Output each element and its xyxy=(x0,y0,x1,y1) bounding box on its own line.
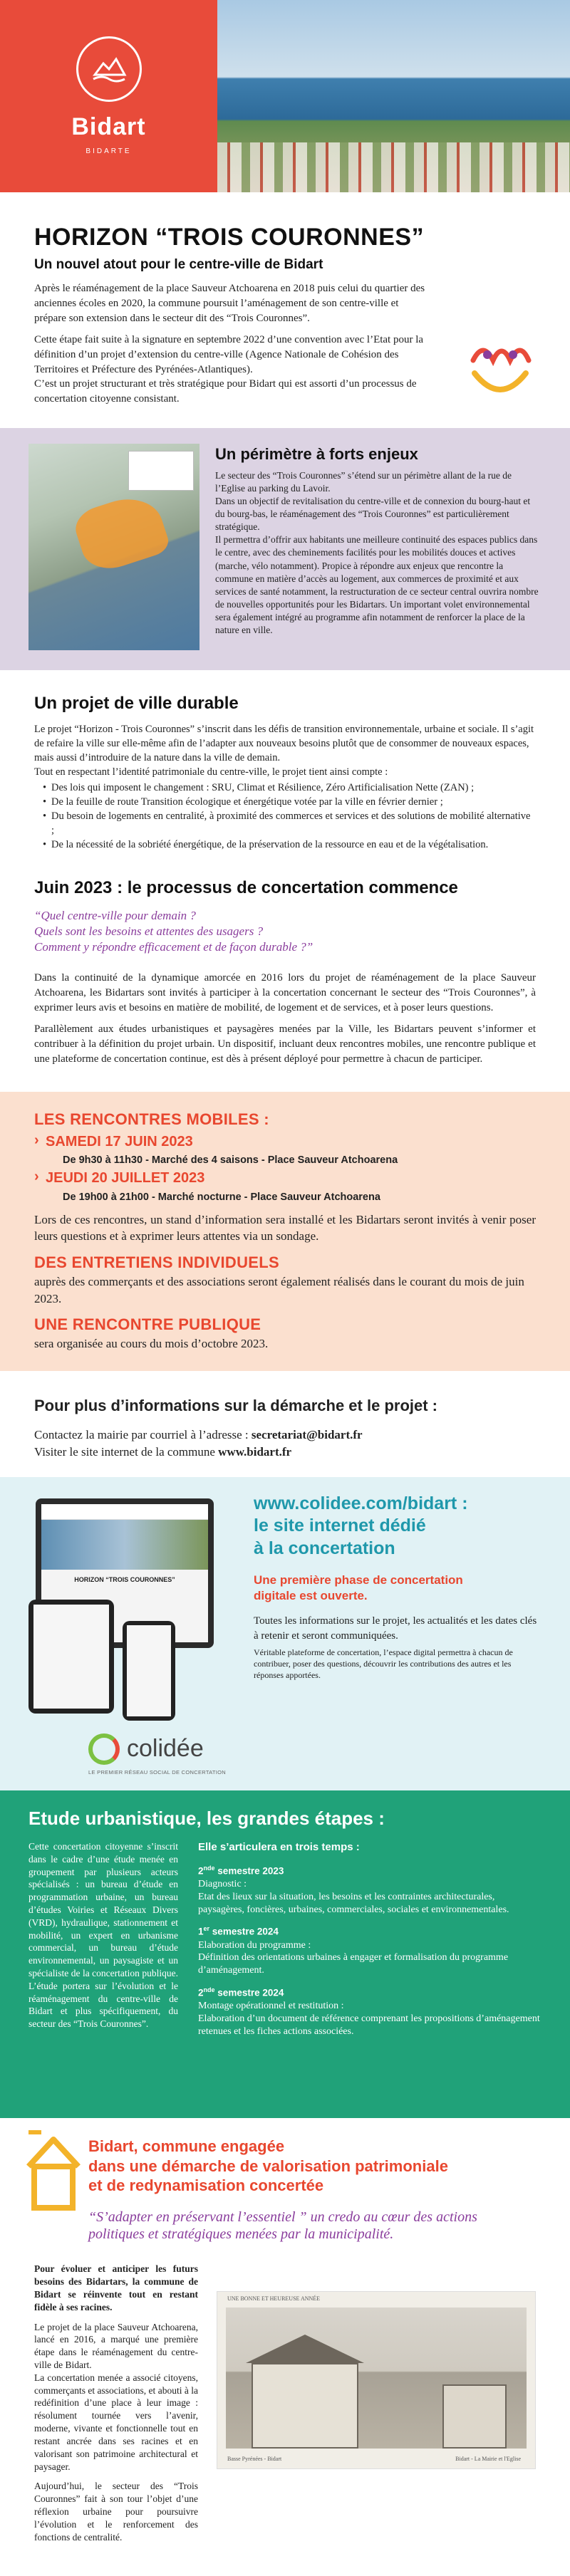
colidee-url[interactable]: www.colidee.com/bidart : xyxy=(254,1493,468,1514)
concertation-title: Juin 2023 : le processus de concertation commence xyxy=(34,877,458,897)
heritage-section xyxy=(0,2118,570,2543)
postcard-caption-top: UNE BONNE ET HEUREUSE ANNÉE xyxy=(227,2295,321,2303)
colidee-sub-1: Une première phase de concertation xyxy=(254,1573,463,1587)
question-line: Comment y répondre efficacement et de façon durable ?” xyxy=(34,940,314,954)
perimetre-section xyxy=(0,428,570,670)
publique-title: UNE RENCONTRE PUBLIQUE xyxy=(34,1315,261,1333)
list-item: • Du besoin de logements en centralité, à proximité des commerces et services et des solutions de mobilité alternative ; xyxy=(34,809,536,838)
step-2-period: 1er semestre 2024 xyxy=(198,1925,279,1937)
date-2: › JEUDI 20 JUILLET 2023 xyxy=(34,1169,536,1189)
postcard-church xyxy=(442,2384,507,2449)
heritage-paragraph: Aujourd’hui, le secteur des “Trois Couronnes” fait à son tour l’objet d’une réflexion urbaine pour poursuivre l’évolution et le renforcement des fonctions de centralité. xyxy=(34,2481,198,2543)
perimetre-paragraph: Dans un objectif de revitalisation du centre-ville et de connexion du bourg-haut et du bourg-bas, le réaménagement des “Trois Couronnes” est particulièrement stratégique. xyxy=(215,496,531,533)
heritage-quote: “S’adapter en préservant l’essentiel ” un credo au cœur des actions politiques et stratégiques menées par la municipalité. xyxy=(88,2209,477,2242)
intro-paragraph: Cette étape fait suite à la signature en septembre 2022 d’une convention avec l’Etat pour la définition d’un projet d’extension du centre-ville (Agence Nationale de Cohésion des Territoires et Préfecture des Pyrénées-Atlantiques). xyxy=(34,334,424,375)
contact-website-prefix: Visiter le site internet de la commune xyxy=(34,1444,219,1459)
heritage-body xyxy=(34,2263,536,2543)
colidee-tagline: LE PREMIER RÉSEAU SOCIAL DE CONCERTATION xyxy=(88,1769,227,1776)
perimetre-text xyxy=(215,444,542,655)
colidee-text xyxy=(254,1493,542,1775)
durable-title: Un projet de ville durable xyxy=(34,693,239,713)
entretiens-title: DES ENTRETIENS INDIVIDUELS xyxy=(34,1253,279,1271)
entretiens-text: auprès des commerçants et des associations seront également réalisés dans le courant du mois de juin 2023. xyxy=(34,1275,524,1305)
screen-title: HORIZON “TROIS COURONNES” xyxy=(74,1576,175,1584)
heritage-paragraph: La concertation menée a associé citoyens, commerçants et associations, et abouti à la redéfinition d’une place à leur image : résolument tournée vers l’avenir, moderne, vivante et fonctionnelle tout en restant ancrée dans ses racines et en valorisant son patrimoine architectural et paysager. xyxy=(34,2372,198,2472)
colidee-title-3: à la concertation xyxy=(254,1538,395,1558)
postcard-caption-left: Basse Pyrénées - Bidart xyxy=(227,2456,282,2463)
colidee-title-2: le site internet dédié xyxy=(254,1516,426,1536)
colidee-ring-icon xyxy=(88,1733,120,1765)
date-2-detail: De 19h00 à 21h00 - Marché nocturne - Place Sauveur Atchoarena xyxy=(63,1191,380,1203)
header-coast-photo xyxy=(217,0,570,192)
colidee-section xyxy=(0,1477,570,1790)
historic-postcard xyxy=(217,2291,536,2469)
heritage-paragraph: Le projet de la place Sauveur Atchoarena, lancé en 2016, a marqué une première étape dans le réaménagement du centre-ville de Bidart. xyxy=(34,2321,198,2371)
perimetre-paragraph: Il permettra d’offrir aux habitants une meilleure continuité des espaces publics dans le centre, avec des cheminements facilités pour les mobilités douces et actives (marche, vélo notamment). Propice à répondre aux enjeux que rencontre la commune en matière d’accès au logement, aux commerces de proximité et aux services de santé notamment, la restructuration de ce secteur central ouvrira nombre de nouvelles opportunités pour les Bidartars. Un important volet environnemental sera également intégré au programme afin notamment de renforcer la place de la nature en ville. xyxy=(215,534,539,635)
step-3-text: Elaboration d’un document de référence comprenant les propositions d’aménagement retenues et les fiches actions associées. xyxy=(198,2013,540,2038)
step-3-period: 2nde semestre 2024 xyxy=(198,1986,284,1998)
etude-title: Etude urbanistique, les grandes étapes : xyxy=(28,1808,385,1830)
list-item: • De la nécessité de la sobriété énergétique, de la préservation de la ressource en eau et de la végétalisation. xyxy=(34,838,536,852)
contact-email-link[interactable]: secretariat@bidart.fr xyxy=(251,1428,363,1442)
concertation-paragraph: Parallèlement aux études urbanistiques et paysagères menées par la Ville, les Bidartars peuvent s’informer et contribuer à la définition du projet urbain. Un dispositif, incluant deux rencontres mobiles, une rencontre publique et une plateforme de concertation continue, est dès à présent déployé pour permettre à chacun de participer. xyxy=(34,1023,536,1065)
contact-website-link[interactable]: www.bidart.fr xyxy=(218,1444,292,1459)
device-mockups xyxy=(28,1493,235,1775)
heritage-heading xyxy=(88,2137,536,2243)
list-item: • Des lois qui imposent le changement : SRU, Climat et Résilience, Zéro Artificialisation Nette (ZAN) ; xyxy=(34,781,536,795)
heritage-title-3: et de redynamisation concertée xyxy=(88,2176,324,2195)
logo-wordmark: Bidart xyxy=(71,113,146,140)
contact-website-line xyxy=(34,1444,536,1460)
etude-columns xyxy=(28,1840,542,2038)
rencontres-section xyxy=(0,1092,570,1371)
perimeter-map xyxy=(28,444,200,650)
page-title: HORIZON “TROIS COURONNES” xyxy=(34,224,425,251)
town-seal-icon xyxy=(76,36,142,102)
logo-panel xyxy=(0,0,217,192)
colidee-sub xyxy=(254,1573,542,1604)
durable-section xyxy=(0,692,570,852)
heritage-text xyxy=(34,2263,198,2543)
phone-mockup xyxy=(123,1621,175,1721)
step-2-text: Définition des orientations urbaines à engager et formalisation du programme d’aménagement. xyxy=(198,1952,509,1976)
publique-text: sera organisée au cours du mois d’octobre 2023. xyxy=(34,1337,269,1351)
contact-email-prefix: Contactez la mairie par courriel à l’adresse : xyxy=(34,1428,252,1442)
perimeter-zone xyxy=(71,489,172,576)
contact-title: Pour plus d’informations sur la démarche et le projet : xyxy=(34,1396,437,1414)
map-legend-card xyxy=(128,451,194,491)
etude-steps xyxy=(198,1840,542,2038)
durable-paragraph: Tout en respectant l’identité patrimoniale du centre-ville, le projet tient ainsi compte : xyxy=(34,766,388,778)
heritage-lead: Pour évoluer et anticiper les futurs besoins des Bidartars, la commune de Bidart se réinvente tout en restant fidèle à ses racines. xyxy=(34,2263,198,2312)
header xyxy=(0,0,570,192)
concertation-section xyxy=(0,876,570,1067)
etude-left: Cette concertation citoyenne s’inscrit dans le cadre d’une étude menée en groupement par plusieurs acteurs spécialisés : un bureau d’étude en programmation urbaine, un bureau d’études Voiries et Réseaux Divers (VRD), hydraulique, stationnement et mobilité, un expert en urbanisme commercial, un bureau d’étude environnemental, un paysagiste et un spécialiste de la concertation publique. L’étude portera sur l’évolution et le réaménagement du centre-ville de Bidart et plus spécifiquement, du secteur des “Trois Couronnes”. xyxy=(28,1840,178,2030)
question-line: “Quel centre-ville pour demain ? xyxy=(34,908,196,922)
page-subtitle: Un nouvel atout pour le centre-ville de Bidart xyxy=(34,256,323,272)
question-line: Quels sont les besoins et attentes des usagers ? xyxy=(34,924,264,938)
date-1-detail: De 9h30 à 11h30 - Marché des 4 saisons - Place Sauveur Atchoarena xyxy=(63,1154,398,1167)
colidee-logo xyxy=(88,1732,204,1766)
postcard-house xyxy=(252,2363,358,2449)
rencontres-paragraph: Lors de ces rencontres, un stand d’information sera installé et les Bidartars seront invités à venir poser leurs questions et à exprimer leurs attentes via un sondage. xyxy=(34,1212,536,1243)
step-3-name: Montage opérationnel et restitution : xyxy=(198,2001,344,2012)
intro-paragraph: Après le réaménagement de la place Sauveur Atchoarena en 2018 puis celui du quartier des anciennes écoles en 2020, la commune poursuit l’aménagement de son centre-ville et prépare son extension dans le secteur dit des “Trois Couronnes”. xyxy=(34,283,425,324)
perimetre-paragraph: Le secteur des “Trois Couronnes” s’étend sur un périmètre allant de la rue de l’Eglise au parking du Lavoir. xyxy=(215,469,512,494)
tablet-mockup xyxy=(28,1600,114,1714)
mascot-icon xyxy=(467,335,533,406)
durable-list xyxy=(34,781,536,852)
heritage-title-1: Bidart, commune engagée xyxy=(88,2137,285,2156)
date-1: › SAMEDI 17 JUIN 2023 xyxy=(34,1132,536,1152)
step-1-text: Etat des lieux sur la situation, les besoins et les contraintes architecturales, paysagères, foncières, urbaines, commerciales, sociales et environnementales. xyxy=(198,1891,509,1915)
step-2-name: Elaboration du programme : xyxy=(198,1939,311,1951)
contact-section xyxy=(0,1395,570,1460)
concertation-questions xyxy=(34,908,536,955)
colidee-note: Véritable plateforme de concertation, l’espace digital permettra à chacun de contribuer, poser des questions, découvrir les contributions des autres et les réponses apportées. xyxy=(254,1647,513,1680)
step-1-period: 2nde semestre 2023 xyxy=(198,1864,284,1877)
logo-tagline: BIDARTE xyxy=(86,147,132,155)
heritage-title-2: dans une démarche de valorisation patrimoniale xyxy=(88,2157,448,2175)
contact-email-line xyxy=(34,1427,536,1443)
header-houses xyxy=(217,142,570,192)
intro-text xyxy=(34,281,433,407)
concertation-paragraph: Dans la continuité de la dynamique amorcée en 2016 lors du projet de réaménagement de la place Sauveur Atchoarena, les Bidartars sont invités à participer à la concertation concernant le secteur des “Trois Couronnes”, à exprimer leurs avis et besoins en matière de mobilité, de logement et de services, et à poser leurs questions. xyxy=(34,972,536,1013)
colidee-paragraph: Toutes les informations sur le projet, les actualités et les dates clés à retenir et seront communiquées. xyxy=(254,1615,537,1642)
list-item: • De la feuille de route Transition écologique et énergétique votée par la ville en février dernier ; xyxy=(34,795,536,809)
postcard-caption-right: Bidart - La Mairie et l'Eglise xyxy=(455,2456,521,2463)
etude-section xyxy=(0,1790,570,2118)
step-1-name: Diagnostic : xyxy=(198,1878,247,1889)
intro-paragraph: C’est un projet structurant et très stratégique pour Bidart qui est assorti d’un processus de concertation citoyenne consistant. xyxy=(34,378,417,405)
colidee-sub-2: digitale est ouverte. xyxy=(254,1588,368,1602)
etude-lead: Elle s’articulera en trois temps : xyxy=(198,1840,360,1853)
durable-paragraph: Le projet “Horizon - Trois Couronnes” s’inscrit dans les défis de transition environnementale, urbaine et sociale. Il s’agit de refaire la ville sur elle-même afin de l’adapter aux nouveaux besoins plutôt que de consommer de nouveaux espaces, mais aussi d’introduire de la nature dans la ville de demain. xyxy=(34,723,534,763)
rencontres-title: LES RENCONTRES MOBILES : xyxy=(34,1110,269,1129)
perimetre-title: Un périmètre à forts enjeux xyxy=(215,444,418,463)
colidee-wordmark: colidée xyxy=(127,1735,204,1763)
heritage-house-icon xyxy=(24,2127,83,2212)
